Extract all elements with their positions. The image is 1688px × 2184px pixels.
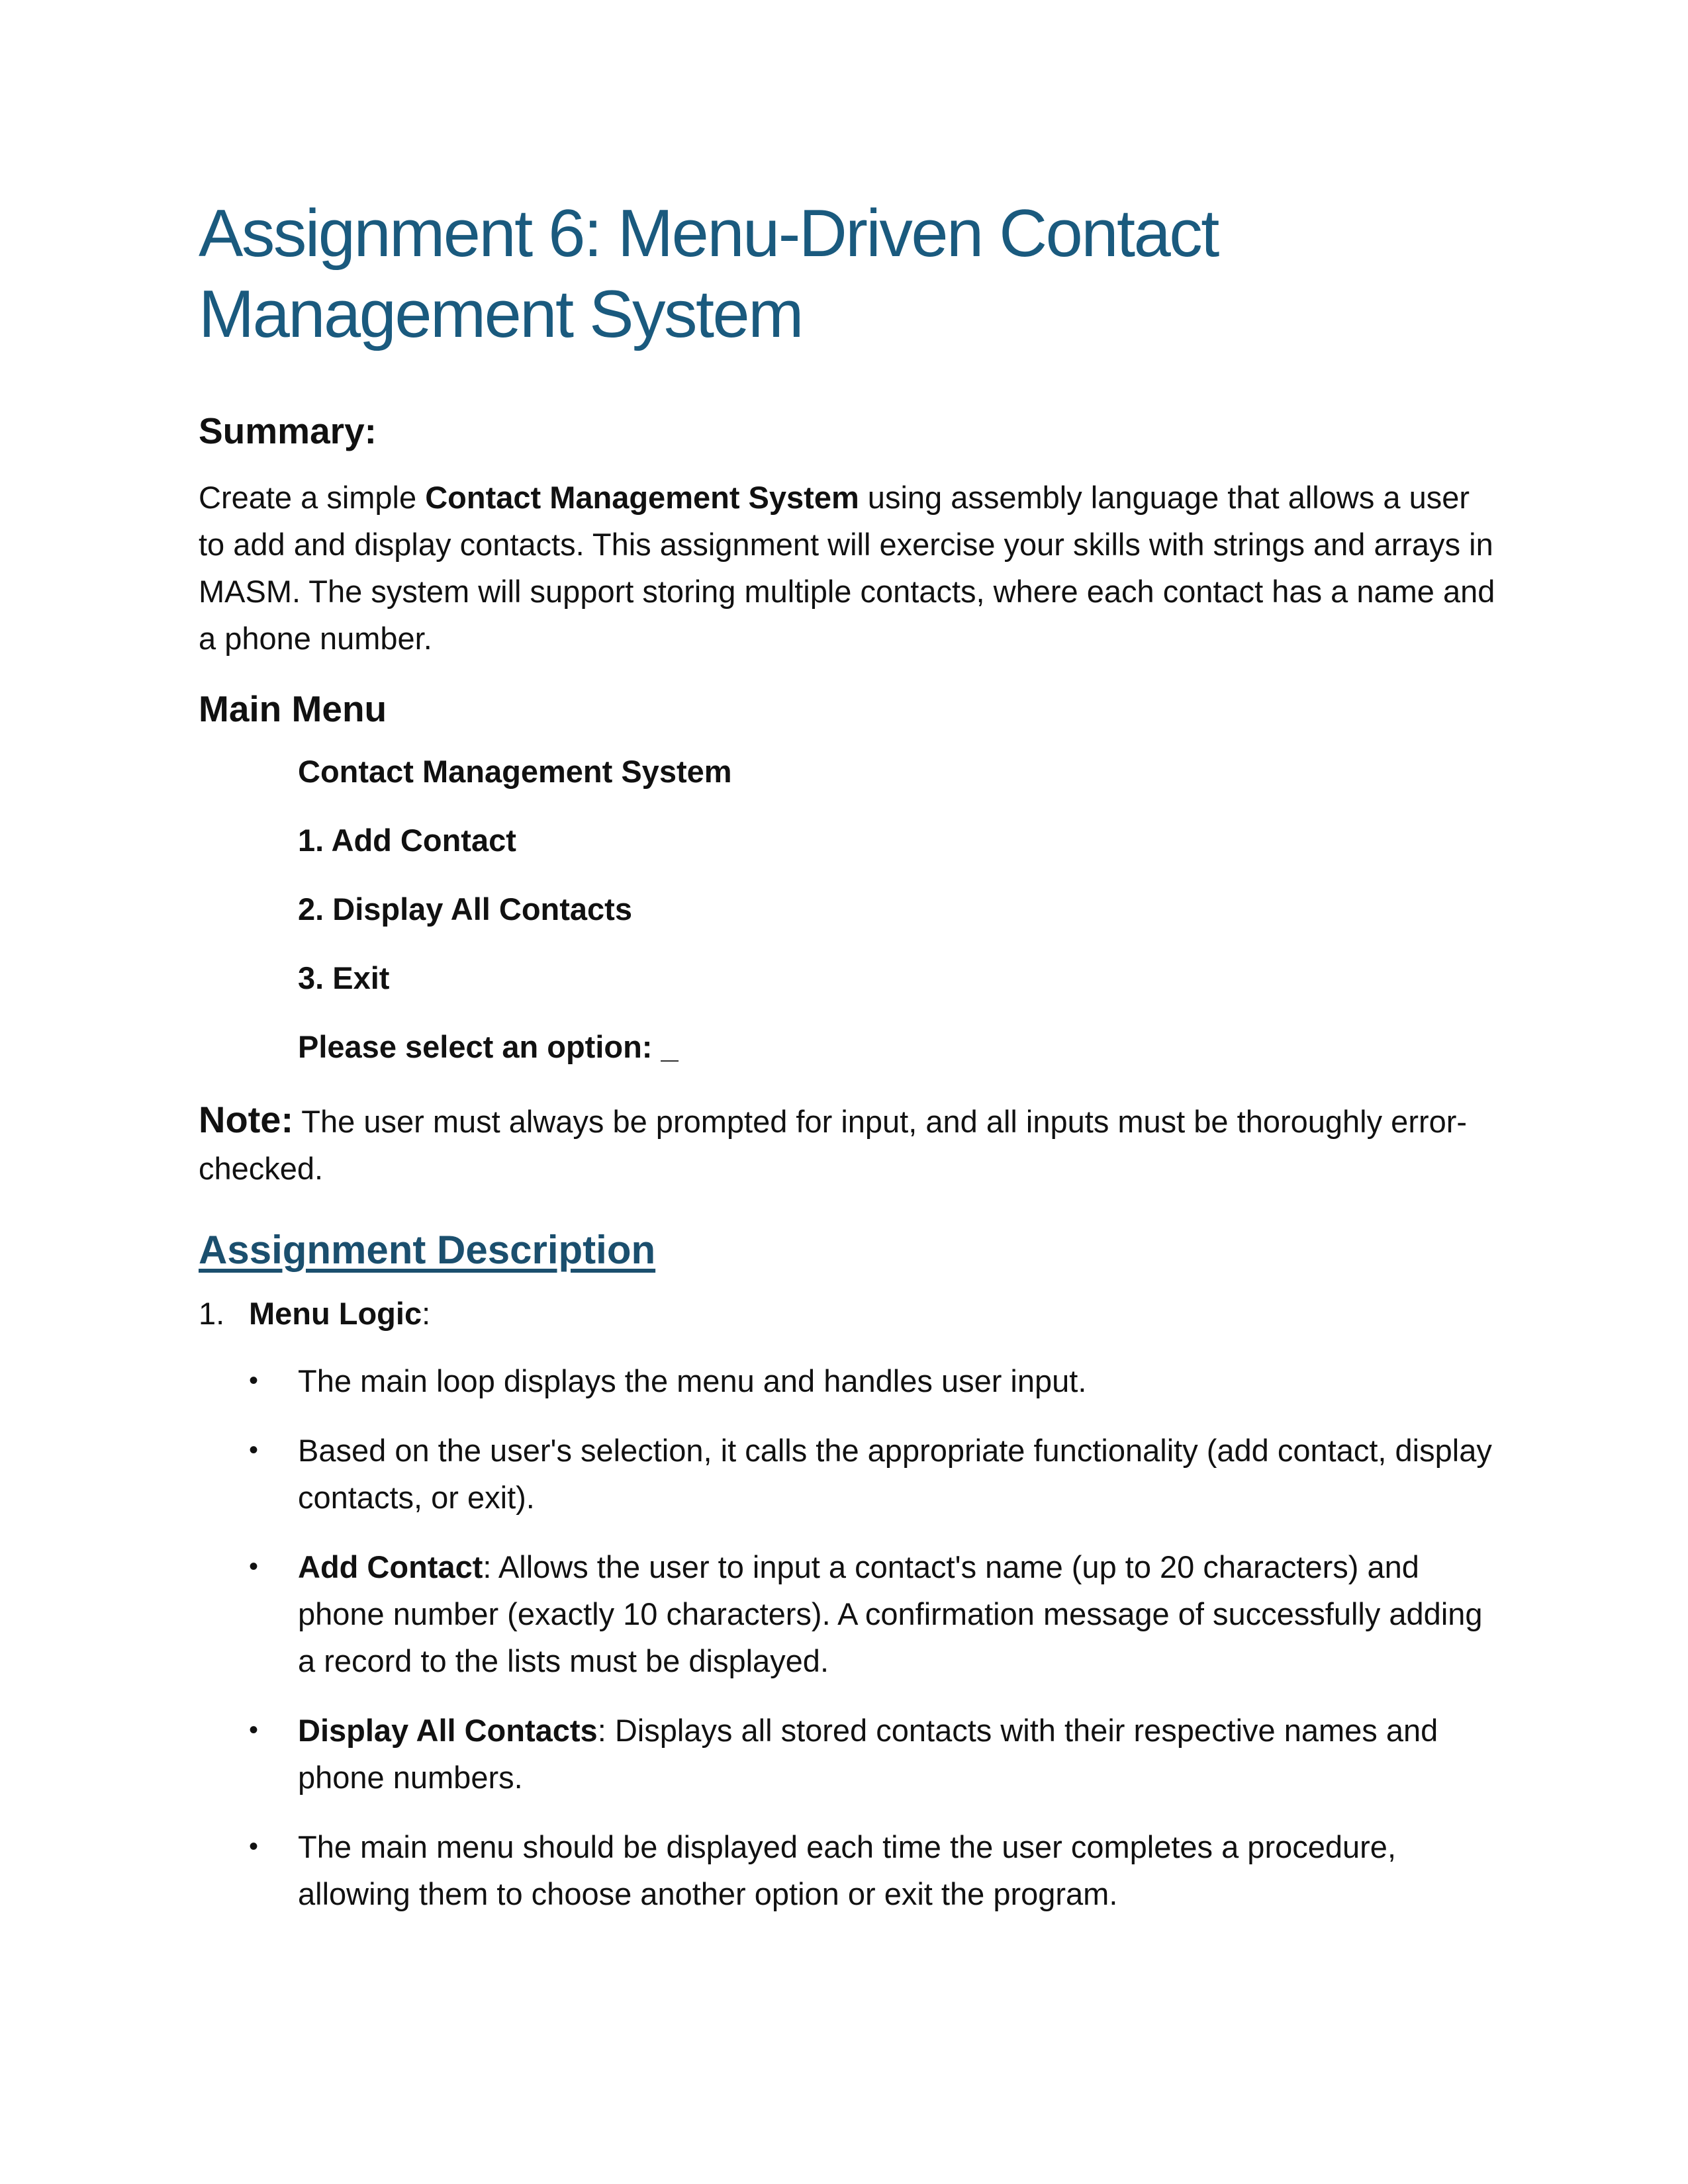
bullet-item bbox=[199, 1357, 1496, 1404]
document-title: Assignment 6: Menu-Driven Contact Management System bbox=[199, 197, 1218, 351]
main-menu-heading: Main Menu bbox=[199, 688, 387, 729]
bullet-bold: Add Contact bbox=[298, 1549, 483, 1584]
bullet-item bbox=[199, 1427, 1496, 1521]
item-number: 1. bbox=[199, 1296, 225, 1331]
bullet-text: The main loop displays the menu and handles user input. bbox=[298, 1363, 1087, 1398]
bullet-item bbox=[199, 1823, 1496, 1917]
bullet-icon: • bbox=[249, 1715, 259, 1745]
summary-intro-prefix: Create a simple bbox=[199, 480, 426, 515]
menu-line: Please select an option: _ bbox=[298, 1029, 679, 1064]
bullet-text: : Allows the user to input a contact's name (up to 20 characters) and phone number (exactly 10 characters). A confirmation message of successfully adding a record to the lists must be displayed. bbox=[298, 1549, 1483, 1678]
bullet-item bbox=[199, 1543, 1496, 1684]
summary-paragraph bbox=[199, 474, 1496, 662]
item-label: Menu Logic bbox=[249, 1296, 422, 1331]
bullet-text: Based on the user's selection, it calls the appropriate functionality (add contact, display contacts, or exit). bbox=[298, 1433, 1492, 1515]
menu-line: 1. Add Contact bbox=[298, 823, 516, 858]
bullet-text: : Displays all stored contacts with their respective names and phone numbers. bbox=[298, 1713, 1438, 1795]
bullet-icon: • bbox=[249, 1435, 259, 1465]
menu-line: 2. Display All Contacts bbox=[298, 891, 632, 927]
item-suffix: : bbox=[422, 1296, 431, 1331]
summary-intro-suffix: using assembly language that allows a user to add and display contacts. This assignment will exercise your skills with strings and arrays in MASM. The system will support storing multiple contacts, where each contact has a name and a phone number. bbox=[199, 480, 1495, 656]
summary-heading: Summary: bbox=[199, 410, 377, 451]
main-menu-listing bbox=[298, 752, 1496, 1067]
numbered-item-menu-logic bbox=[199, 1294, 1496, 1334]
bullet-bold: Display All Contacts bbox=[298, 1713, 598, 1748]
document-content bbox=[199, 193, 1496, 1940]
assignment-description-heading: Assignment Description bbox=[199, 1228, 656, 1272]
summary-intro-bold: Contact Management System bbox=[425, 480, 859, 515]
bullet-list bbox=[199, 1357, 1496, 1917]
bullet-text: The main menu should be displayed each time the user completes a procedure, allowing them to choose another option or exit the program. bbox=[298, 1829, 1396, 1911]
menu-line: Contact Management System bbox=[298, 754, 732, 789]
note-label: Note: bbox=[199, 1099, 294, 1140]
bullet-icon: • bbox=[249, 1366, 259, 1395]
bullet-item bbox=[199, 1707, 1496, 1801]
bullet-icon: • bbox=[249, 1832, 259, 1861]
note-paragraph bbox=[199, 1096, 1496, 1192]
menu-line: 3. Exit bbox=[298, 960, 390, 995]
bullet-icon: • bbox=[249, 1552, 259, 1581]
note-text: The user must always be prompted for input, and all inputs must be thoroughly error-checked. bbox=[199, 1104, 1468, 1186]
